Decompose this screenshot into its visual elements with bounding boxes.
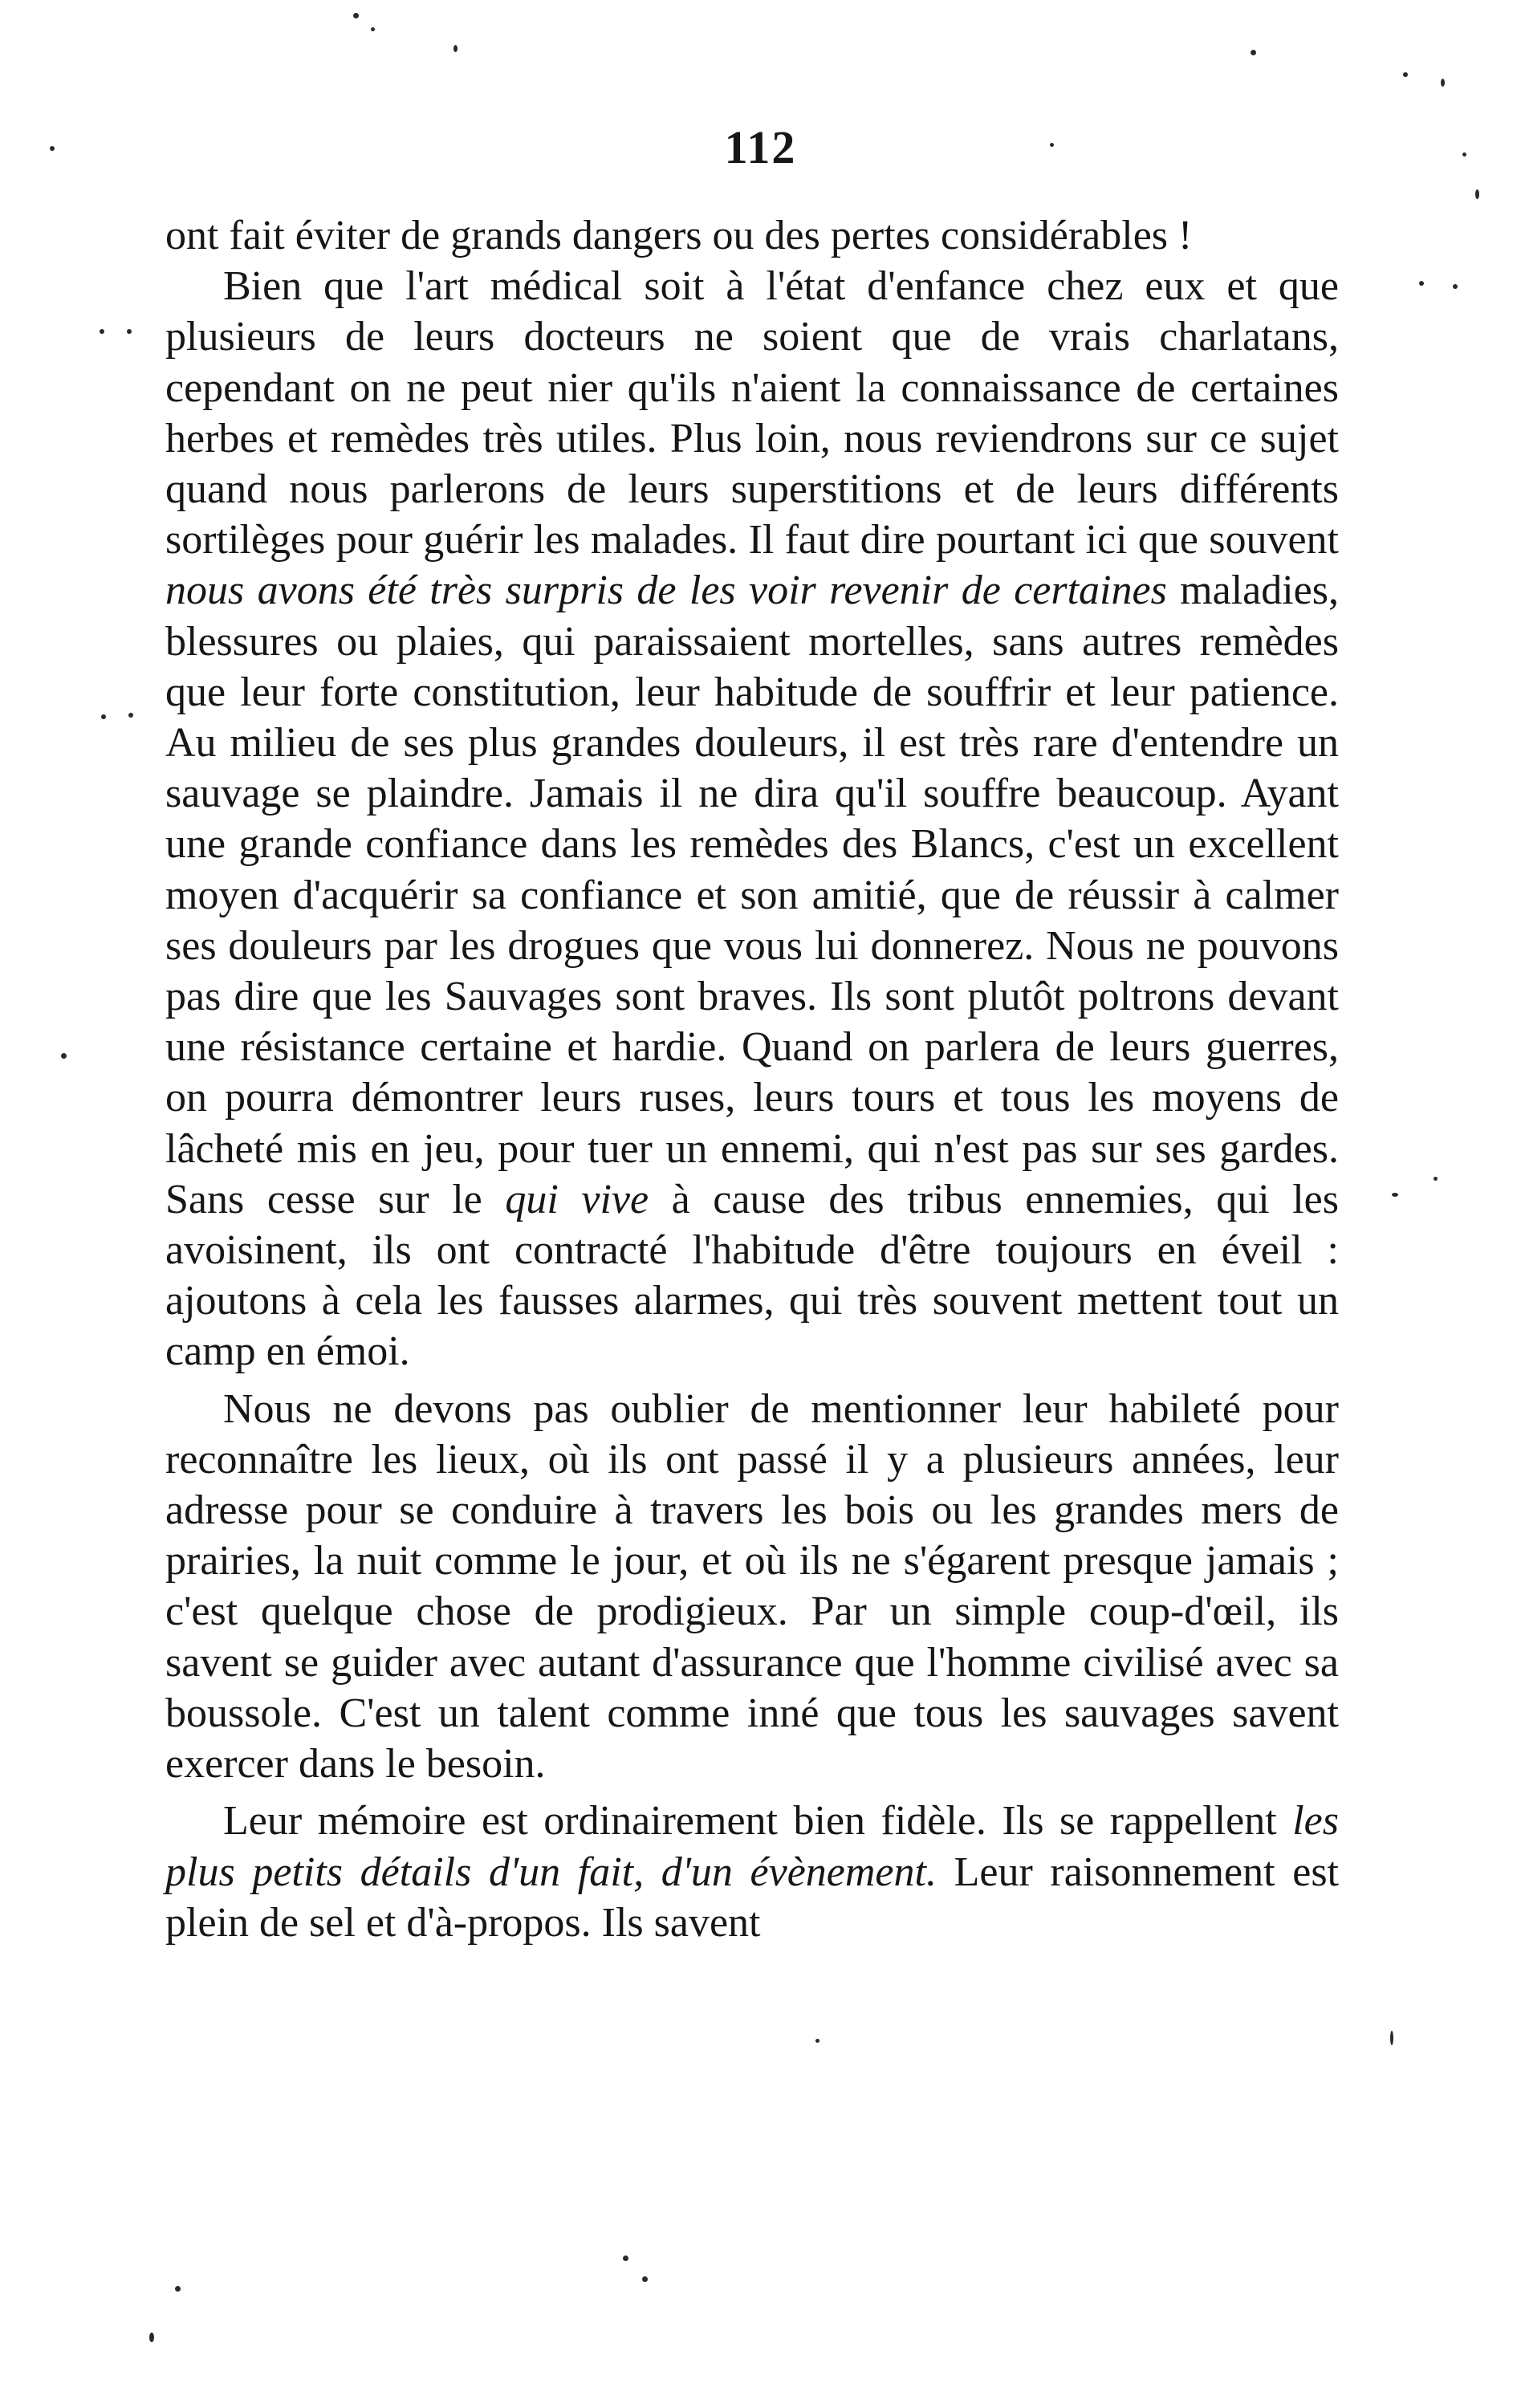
scan-speck	[100, 329, 104, 334]
paragraph-4-text-before: Leur mémoire est ordinairement bien fidèle. Ils se rappellent	[223, 1798, 1293, 1845]
scan-speck	[1453, 284, 1458, 289]
scan-speck	[1251, 50, 1256, 55]
scan-speck	[815, 2039, 819, 2043]
paragraph-1	[165, 210, 1339, 261]
paragraph-2-italic: nous avons été très surpris de les voir revenir de certaines	[165, 567, 1167, 614]
paragraph-2-text-end: à cause des tribus ennemies, qui les avoisinent, ils ont contracté l'habitude d'être toujours en éveil : ajoutons à cela les fausses alarmes, qui très souvent mettent tout un camp en émoi.	[165, 1176, 1340, 1375]
scan-speck	[1475, 189, 1479, 199]
paragraph-4	[165, 1796, 1339, 1948]
scan-speck	[1403, 72, 1408, 77]
paragraph-2-italic-qui-vive: qui vive	[505, 1176, 649, 1222]
scan-speck	[1441, 79, 1445, 87]
paragraph-2-text-before: Bien que l'art médical soit à l'état d'enfance chez eux et que plusieurs de leurs docteurs ne soient que de vrais charlatans, cependant on ne peut nier qu'ils n'aient la connaissance de certaines herbes et remèdes très utiles. Plus loin, nous reviendrons sur ce sujet quand nous parlerons de leurs superstitions et de leurs différents sortilèges pour guérir les malades. Il faut dire pourtant ici que souvent	[165, 263, 1339, 563]
paragraph-3	[165, 1384, 1339, 1790]
paragraph-1-text: ont fait éviter de grands dangers ou des pertes considérables !	[165, 213, 1193, 258]
scan-speck	[1419, 281, 1424, 286]
scan-speck	[453, 45, 458, 52]
scan-speck	[1392, 1193, 1398, 1197]
scan-speck	[1050, 143, 1054, 147]
scan-speck	[642, 2276, 648, 2282]
body-text	[165, 210, 1339, 1948]
scan-speck	[623, 2255, 628, 2261]
scan-speck	[127, 329, 132, 334]
scan-speck	[61, 1053, 67, 1059]
paragraph-4-italic: les plus petits détails d'un fait, d'un évènement.	[165, 1798, 1339, 1895]
scan-speck	[1434, 1177, 1438, 1181]
paragraph-2-text-after: maladies, blessures ou plaies, qui paraissaient mortelles, sans autres remèdes que leur forte constitution, leur habitude de souffrir et leur patience. Au milieu de ses plus grandes douleurs, il est très rare d'entendre un sauvage se plaindre. Jamais il ne dira qu'il souffre beaucoup. Ayant une grande confiance dans les remèdes des Blancs, c'est un excellent moyen d'acquérir sa confiance et son amitié, que de réussir à calmer ses douleurs par les drogues que vous lui donnerez. Nous ne pouvons pas dire que les Sauvages sont braves. Ils sont plutôt poltrons devant une résistance certaine et hardie. Quand on parlera de leurs guerres, on pourra démontrer leurs ruses, leurs tours et tous les moyens de lâcheté mis en jeu, pour tuer un ennemi, qui n'est pas sur ses gardes. Sans cesse sur le	[165, 567, 1340, 1222]
scan-speck	[149, 2333, 154, 2342]
scan-speck	[50, 146, 55, 151]
paragraph-2	[165, 261, 1339, 1377]
scan-speck	[371, 27, 375, 31]
page-number: 112	[724, 121, 797, 173]
scan-speck	[128, 713, 133, 718]
scan-speck	[101, 714, 106, 719]
scan-speck	[175, 2286, 181, 2292]
scan-speck	[353, 13, 359, 18]
paragraph-4-text-after: Leur raisonnement est plein de sel et d'à-propos. Ils savent	[165, 1849, 1339, 1946]
scan-speck	[1462, 153, 1466, 157]
scan-speck	[1390, 2031, 1393, 2045]
paragraph-3-text: Nous ne devons pas oublier de mentionner leur habileté pour reconnaître les lieux, où ils ont passé il y a plusieurs années, leur adresse pour se conduire à travers les bois ou les grandes mers de prairies, la nuit comme le jour, et où ils ne s'égarent presque jamais ; c'est quelque chose de prodigieux. Par un simple coup-d'œil, ils savent se guider avec autant d'assurance que l'homme civilisé avec sa boussole. C'est un talent comme inné que tous les sauvages savent exercer dans le besoin.	[165, 1385, 1339, 1788]
